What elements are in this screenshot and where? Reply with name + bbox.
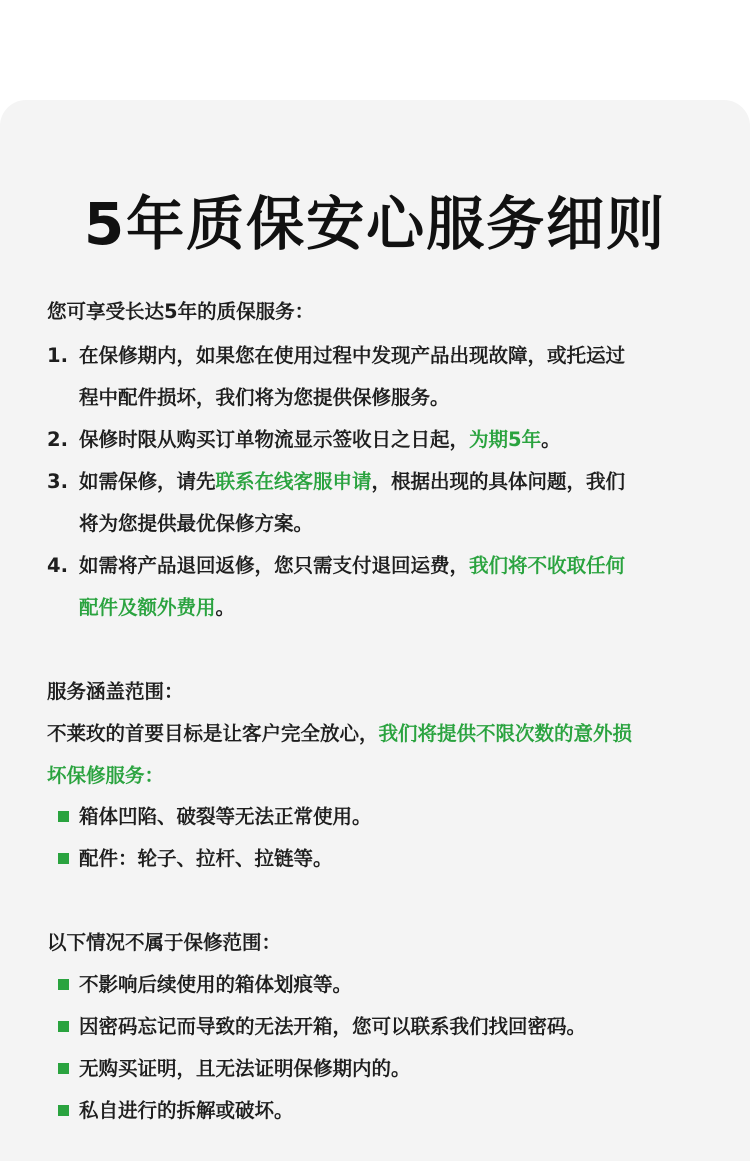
item-1-number: 1. [47,344,68,367]
item-4-line-2 [79,594,235,622]
coverage-highlight-1: 我们将提供不限次数的意外损 [378,722,633,745]
bullet-square-icon [58,1063,69,1074]
item-2-text-a: 保修时限从购买订单物流显示签收日之日起， [79,428,470,451]
item-2-highlight: 为期5年 [469,428,542,451]
exclusion-bullet-4: 私自进行的拆解或破坏。 [79,1099,294,1122]
exclusion-bullet-3: 无购买证明，且无法证明保修期内的。 [79,1057,411,1080]
item-3-line-2: 将为您提供最优保修方案。 [79,512,314,535]
bullet-square-icon [58,1021,69,1032]
item-4-highlight-2: 配件及额外费用 [79,596,216,619]
item-3-text-c: ，根据出现的具体问题，我们 [371,470,626,493]
item-3-text-a: 如需保修，请先 [79,470,216,493]
coverage-desc-a: 不莱玫的首要目标是让客户完全放心， [47,722,379,745]
coverage-desc-line-1 [47,720,632,748]
item-2-text-end: 。 [541,428,561,451]
item-4-number: 4. [47,554,68,577]
bullet-square-icon [58,853,69,864]
coverage-heading: 服务涵盖范围： [47,680,184,703]
item-1-line-2: 程中配件损坏，我们将为您提供保修服务。 [79,386,450,409]
coverage-bullet-1: 箱体凹陷、破裂等无法正常使用。 [79,805,372,828]
exclusion-bullet-1: 不影响后续使用的箱体划痕等。 [79,973,353,996]
item-4-text-end: 。 [215,596,236,619]
bullet-square-icon [58,979,69,990]
page-title: 5年质保安心服务细则 [83,190,667,258]
coverage-highlight-2: 坏保修服务： [47,764,165,787]
item-2-text [79,426,561,454]
item-1-line-1: 在保修期内，如果您在使用过程中发现产品出现故障，或托运过 [79,344,626,367]
item-3-line-1 [79,468,625,496]
item-4-text-a: 如需将产品退回返修，您只需支付退回运费， [79,554,470,577]
item-4-line-1 [79,552,625,580]
intro-text: 您可享受长达5年的质保服务： [47,300,315,323]
item-3-number: 3. [47,470,68,493]
exclusions-heading: 以下情况不属于保修范围： [47,931,282,954]
coverage-bullet-2: 配件：轮子、拉杆、拉链等。 [79,847,333,870]
item-4-highlight: 我们将不收取任何 [469,554,626,577]
item-3-highlight: 联系在线客服申请 [215,470,372,493]
bullet-square-icon [58,1105,69,1116]
content-card [0,100,750,1161]
bullet-square-icon [58,811,69,822]
item-2-number: 2. [47,428,68,451]
exclusion-bullet-2: 因密码忘记而导致的无法开箱，您可以联系我们找回密码。 [79,1015,587,1038]
